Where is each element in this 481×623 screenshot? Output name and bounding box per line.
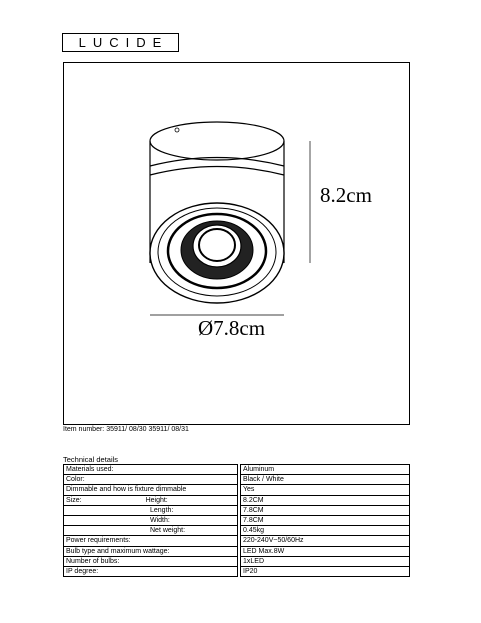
spec-sublabel: Length: [150, 506, 174, 514]
spec-label: Color: [66, 476, 85, 484]
item-number-label: Item number: [63, 426, 105, 433]
spec-label-cell [64, 566, 238, 576]
spec-sublabel: Net weight: [150, 527, 186, 535]
technical-details-title: Technical details [63, 455, 119, 464]
spec-row [64, 536, 410, 546]
spec-label-cell [64, 556, 238, 566]
spec-row [64, 566, 410, 576]
spec-row [64, 526, 410, 536]
spec-value: Aluminum [241, 465, 410, 475]
spec-row [64, 505, 410, 515]
spec-label: Number of bulbs: [66, 557, 120, 565]
spec-row [64, 475, 410, 485]
item-number-line [63, 426, 189, 433]
spec-label: Power requirements: [66, 537, 131, 545]
spec-value: 0.45kg [241, 526, 410, 536]
spec-label: Size: [66, 496, 82, 504]
spec-row [64, 515, 410, 525]
spec-value: IP20 [241, 566, 410, 576]
spec-sublabel: Height: [145, 496, 168, 504]
spec-label-cell [64, 515, 238, 525]
spec-row [64, 546, 410, 556]
spec-value: 1xLED [241, 556, 410, 566]
spec-value: 220-240V~50/60Hz [241, 536, 410, 546]
spec-row [64, 495, 410, 505]
spec-label-cell [64, 475, 238, 485]
spec-value: 7.8CM [241, 505, 410, 515]
spec-sublabel: Width: [150, 517, 170, 525]
spec-label: Materials used: [66, 466, 114, 474]
technical-details-table [63, 464, 410, 577]
brand-logo: LUCIDE [62, 33, 179, 52]
spec-label-cell [64, 536, 238, 546]
product-drawing [63, 62, 410, 425]
spec-value: LED Max.8W [241, 546, 410, 556]
spec-label-cell [64, 465, 238, 475]
spec-row [64, 556, 410, 566]
spec-label-cell [64, 526, 238, 536]
spotlight-illustration [64, 63, 411, 426]
spec-row [64, 465, 410, 475]
spec-label: Bulb type and maximum wattage: [66, 547, 170, 555]
spec-label-cell [64, 495, 238, 505]
spec-label: Dimmable and how is fixture dimmable [66, 486, 187, 494]
spec-value: 8.2CM [241, 495, 410, 505]
spec-label-cell [64, 546, 238, 556]
height-dimension-label: 8.2cm [320, 183, 372, 207]
spec-label-cell [64, 505, 238, 515]
spec-value: Black / White [241, 475, 410, 485]
spec-row [64, 485, 410, 495]
item-number-values: 35911/ 08/30 35911/ 08/31 [106, 426, 189, 433]
spec-value: Yes [241, 485, 410, 495]
spec-value: 7.8CM [241, 515, 410, 525]
spec-label: IP degree: [66, 567, 99, 575]
spec-label-cell [64, 485, 238, 495]
diameter-dimension-label: Ø7.8cm [198, 316, 266, 340]
